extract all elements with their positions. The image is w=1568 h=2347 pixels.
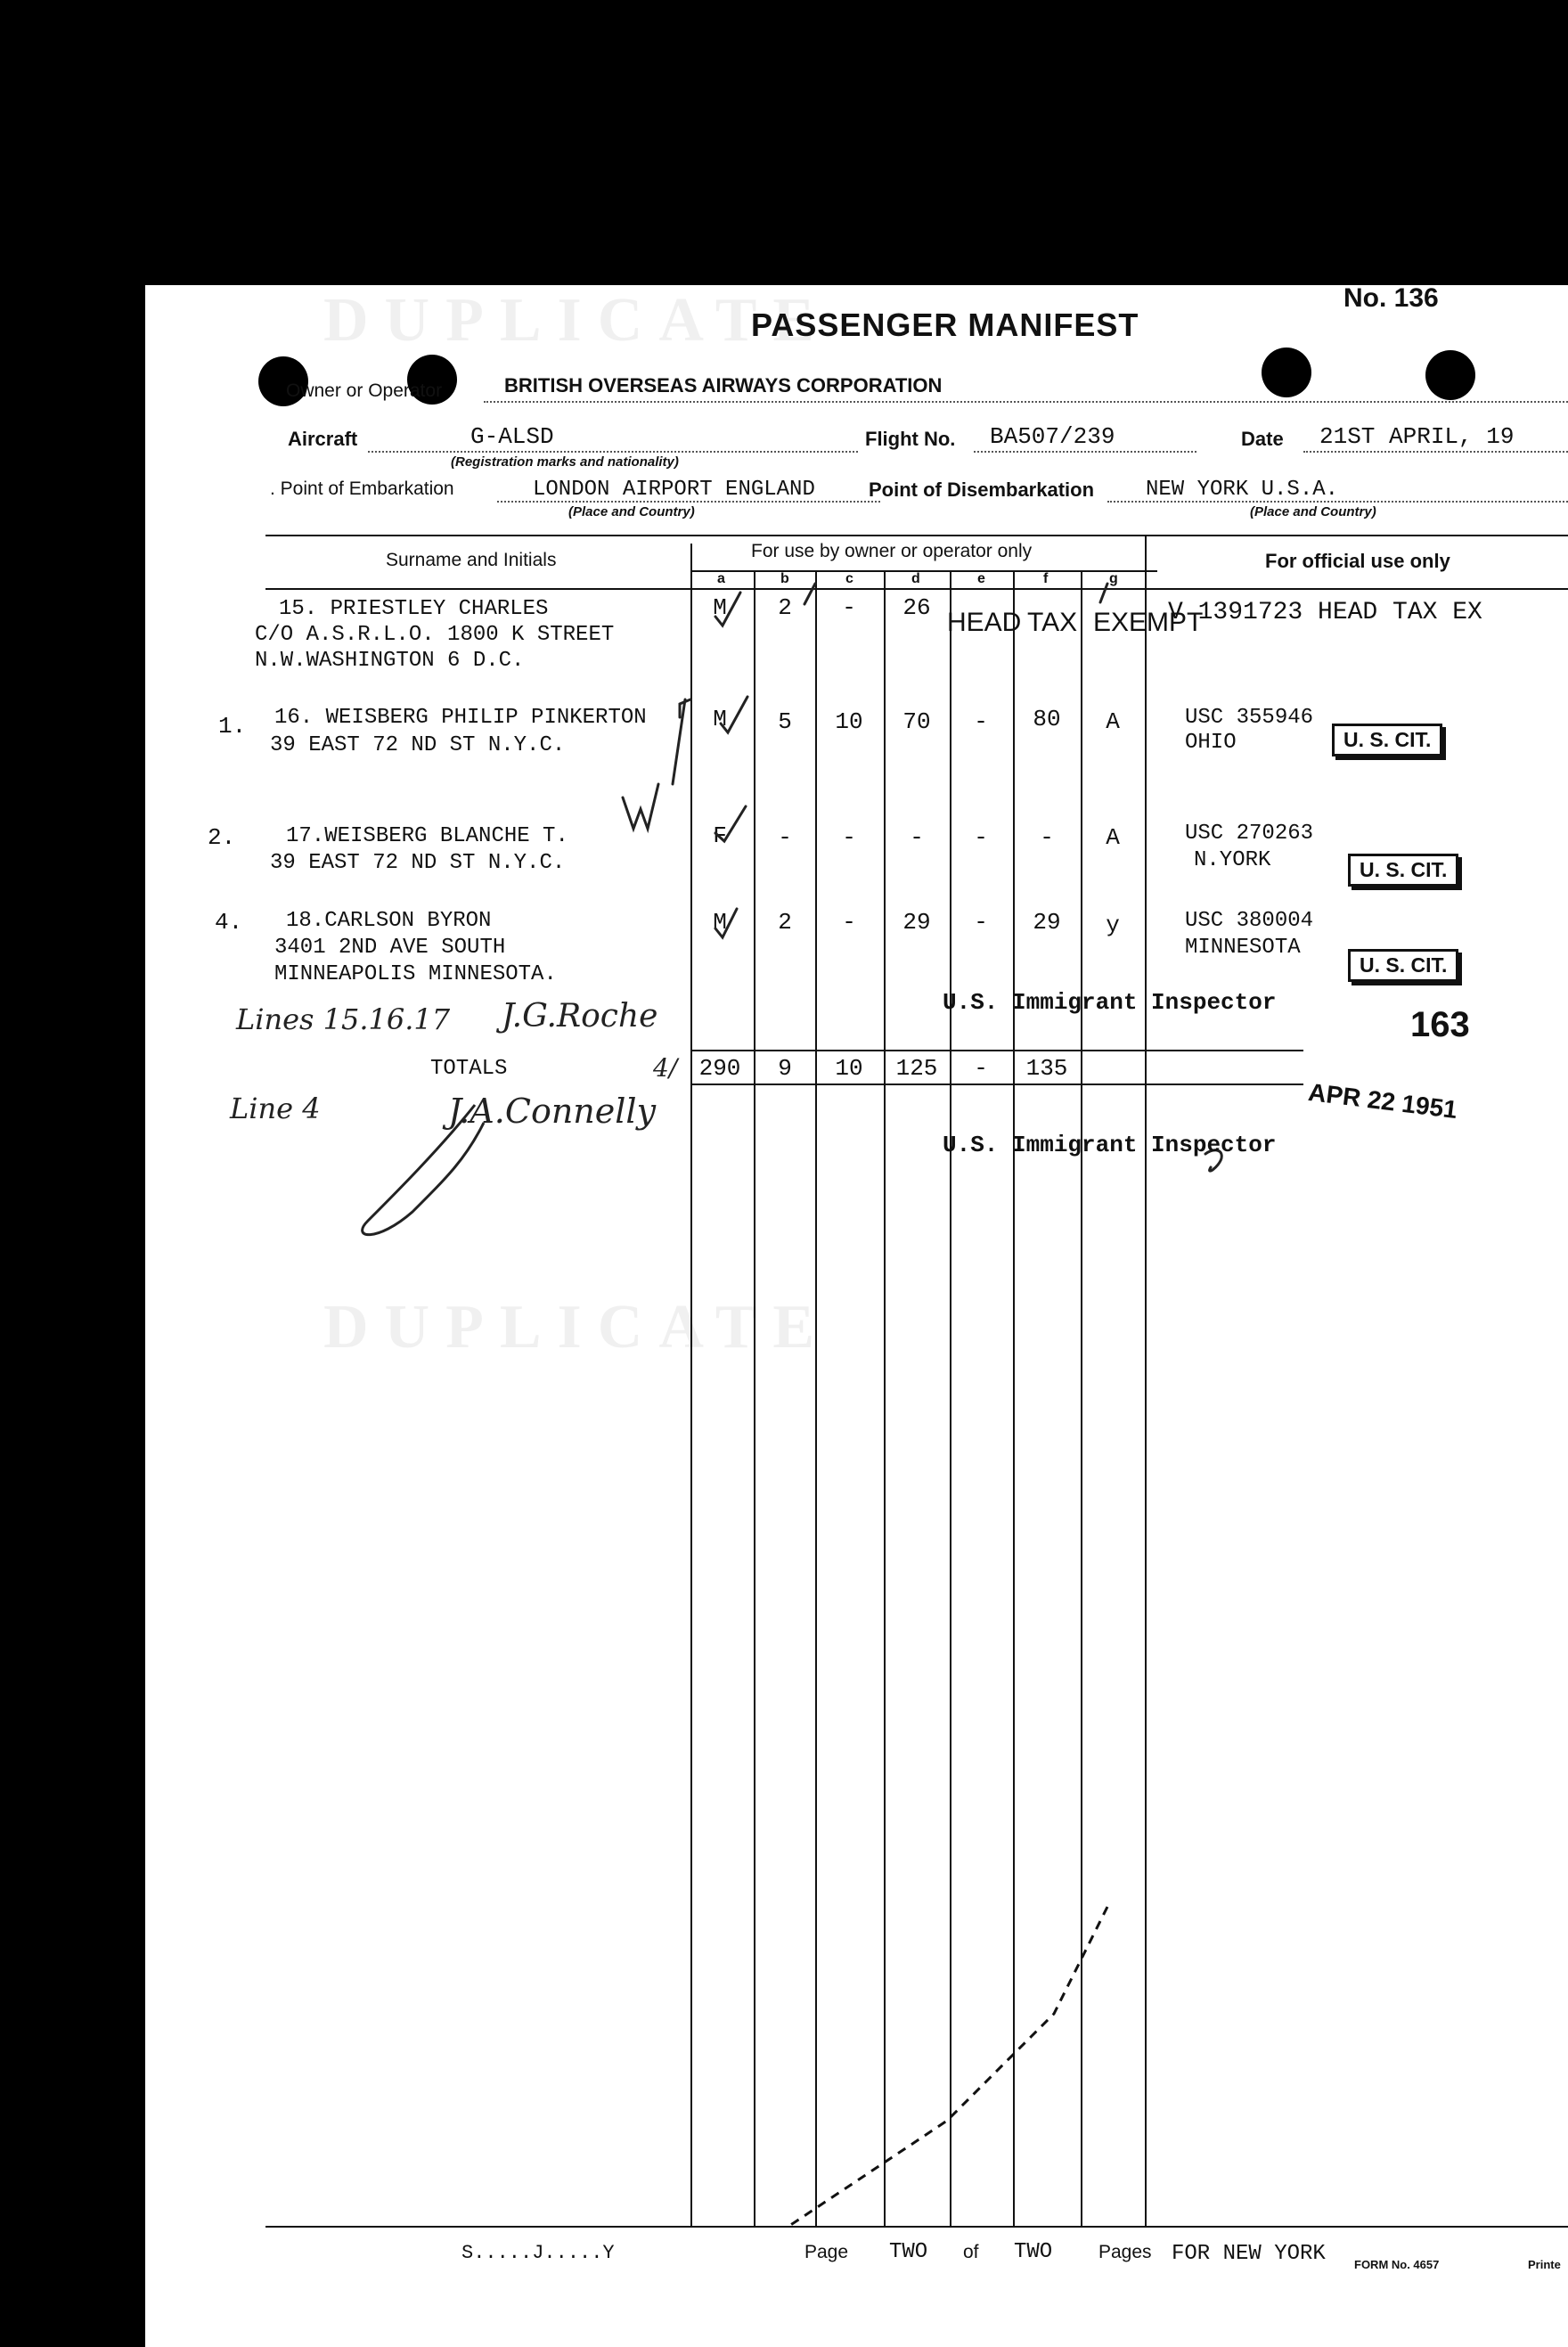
check-mark [721, 697, 747, 732]
embark-label-text: Point of Embarkation [280, 478, 454, 499]
cell-d: 26 [902, 594, 931, 621]
manifest-page [145, 285, 1568, 2347]
total-d: 125 [895, 1055, 938, 1082]
subcol-c: c [845, 571, 853, 586]
cell-d: - [910, 824, 924, 851]
passenger-address: 39 EAST 72 ND ST N.Y.C. [270, 733, 566, 757]
subcol-b: b [780, 571, 789, 586]
line-number: 4. [215, 909, 243, 936]
cell-g-exempt: EXEMPT [1093, 608, 1204, 637]
passenger-address: MINNEAPOLIS MINNESOTA. [274, 962, 557, 986]
aircraft-sublabel: (Registration marks and nationality) [451, 454, 679, 470]
footer-of-label: of [963, 2242, 979, 2262]
cell-b: 2 [778, 909, 792, 936]
totals-label: TOTALS [430, 1057, 508, 1081]
cell-g: A [1106, 824, 1120, 851]
inspector-stamp-2: U.S. Immigrant Inspector [943, 1132, 1277, 1158]
cell-e: - [974, 708, 988, 735]
cell-b: 5 [778, 708, 792, 735]
inspector-stamp: U.S. Immigrant Inspector [943, 989, 1277, 1016]
cell-d: 70 [902, 708, 931, 735]
official-state: N.YORK [1194, 848, 1271, 872]
page-title: PASSENGER MANIFEST [751, 307, 1139, 343]
cell-f: 29 [1033, 909, 1061, 936]
subcol-e: e [977, 571, 985, 586]
passenger-name: 18.CARLSON BYRON [286, 909, 492, 933]
watermark-duplicate: DUPLICATE [323, 286, 831, 355]
official-entry: USC 355946 [1185, 706, 1314, 730]
check-mark [715, 593, 740, 626]
official-state: MINNESOTA [1185, 936, 1301, 960]
cell-f: 80 [1033, 706, 1061, 732]
disembark-label: Point of Disembarkation [869, 478, 1095, 501]
citizen-stamp: U. S. CIT. [1348, 949, 1458, 982]
handwritten-lines-note: Lines 15.16.17 [236, 1002, 451, 1036]
count-stamp: 163 [1410, 1005, 1470, 1044]
cell-b: - [778, 824, 792, 851]
col-header-owner: For use by owner or operator only [751, 541, 1033, 561]
tick-mark [804, 584, 815, 604]
official-entry: USC 270263 [1185, 822, 1314, 846]
line-number: 1. [218, 713, 247, 740]
passenger-address: C/O A.S.R.L.O. 1800 K STREET [255, 623, 615, 647]
flight-label: Flight No. [865, 428, 956, 450]
total-f: 135 [1025, 1055, 1068, 1082]
passenger-name: 15. PRIESTLEY CHARLES [279, 597, 549, 621]
subcol-a: a [717, 571, 725, 586]
total-b: 9 [778, 1055, 792, 1082]
date-stamp: APR 22 1951 [1306, 1077, 1459, 1124]
total-c: 10 [835, 1055, 863, 1082]
handwritten-signature-2: J.A.Connelly [448, 1092, 657, 1131]
passenger-address: 39 EAST 72 ND ST N.Y.C. [270, 851, 566, 875]
cell-c: - [842, 909, 856, 936]
cell-d: 29 [902, 909, 931, 936]
col-header-official: For official use only [1265, 550, 1450, 572]
aircraft-value: G-ALSD [470, 423, 554, 450]
disembark-sublabel: (Place and Country) [1250, 504, 1376, 519]
passenger-name: 16. WEISBERG PHILIP PINKERTON [274, 706, 647, 730]
total-e: - [974, 1055, 988, 1082]
cell-g: A [1106, 708, 1120, 735]
cell-a: F [713, 822, 727, 849]
cell-c: 10 [835, 708, 863, 735]
passenger-name: 17.WEISBERG BLANCHE T. [286, 824, 568, 848]
handwritten-line-4: Line 4 [230, 1092, 321, 1125]
handwritten-h-mark [673, 699, 690, 784]
embark-value: LONDON AIRPORT ENGLAND [533, 478, 815, 502]
passenger-address: N.W.WASHINGTON 6 D.C. [255, 649, 525, 673]
cell-e: - [974, 909, 988, 936]
cell-b: 2 [778, 594, 792, 621]
tick-mark [1100, 584, 1107, 602]
footer-signature-dots: S.....J.....Y [461, 2242, 615, 2264]
signature-flourish [341, 1069, 698, 1247]
owner-value: BRITISH OVERSEAS AIRWAYS CORPORATION [504, 374, 943, 397]
line-number: 2. [208, 824, 236, 851]
handwritten-w-mark [623, 784, 658, 829]
footer-page-label: Page [804, 2242, 849, 2262]
date-label: Date [1241, 428, 1284, 450]
footer-of-value: TWO [1014, 2240, 1053, 2264]
cell-c: - [842, 594, 856, 621]
citizen-stamp: U. S. CIT. [1332, 724, 1442, 756]
footer-printed: Printe [1528, 2258, 1561, 2271]
cancellation-stroke [680, 1889, 1125, 2245]
subcol-g: g [1109, 571, 1118, 586]
total-a: 290 [698, 1055, 741, 1082]
cell-f: - [1040, 824, 1054, 851]
cell-g: y [1106, 912, 1120, 938]
check-mark [715, 909, 737, 937]
official-entry: USC 380004 [1185, 909, 1314, 933]
handwritten-signature: J.G.Roche [502, 998, 658, 1034]
embark-sublabel: (Place and Country) [568, 504, 695, 519]
footer-pages-label: Pages [1098, 2242, 1152, 2262]
disembark-value: NEW YORK U.S.A. [1146, 478, 1339, 502]
subcol-f: f [1043, 571, 1049, 586]
embark-label: . Point of Embarkation [270, 478, 454, 499]
cell-f-tax: TAX [1027, 608, 1078, 637]
cell-a: M [713, 706, 727, 732]
cell-e-head: HEAD [947, 608, 1022, 637]
cell-a: M [713, 909, 727, 936]
watermark-duplicate-lower: DUPLICATE [323, 1293, 831, 1362]
check-mark [715, 806, 746, 841]
manifest-number: No. 136 [1343, 285, 1439, 313]
date-value: 21ST APRIL, 19 [1319, 423, 1515, 450]
cell-c: - [842, 824, 856, 851]
footer-page-value: TWO [889, 2240, 928, 2264]
subcol-d: d [911, 571, 920, 586]
official-entry: V 1391723 HEAD TAX EX [1168, 599, 1482, 626]
footer-destination: FOR NEW YORK [1172, 2242, 1326, 2266]
aircraft-label: Aircraft [288, 428, 358, 450]
flight-value: BA507/239 [990, 423, 1115, 450]
official-state: OHIO [1185, 731, 1237, 755]
passenger-address: 3401 2ND AVE SOUTH [274, 936, 506, 960]
citizen-stamp: U. S. CIT. [1348, 854, 1458, 887]
owner-label: Owner or Operator [286, 380, 443, 401]
col-header-name: Surname and Initials [386, 550, 557, 570]
cell-e: - [974, 824, 988, 851]
footer-form-number: FORM No. 4657 [1354, 2258, 1440, 2271]
cell-a: M [713, 594, 727, 621]
totals-count: 4/ [653, 1053, 678, 1083]
